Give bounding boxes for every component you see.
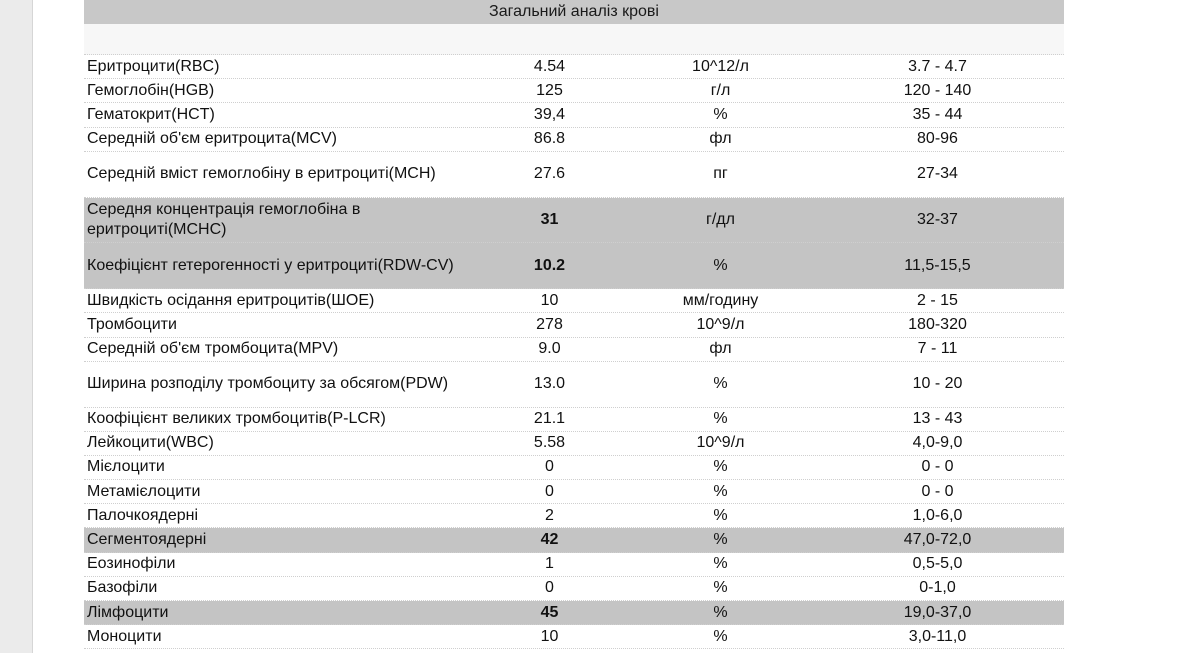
test-value: 42	[540, 531, 559, 549]
test-reference: 80-96	[917, 130, 958, 148]
test-reference: 180-320	[908, 315, 967, 333]
table-row-flagged	[84, 528, 1064, 552]
test-value: 27.6	[533, 165, 566, 183]
table-row-flagged	[84, 243, 1064, 289]
table-row	[84, 625, 1064, 649]
test-unit: %	[713, 579, 728, 597]
table-row	[84, 432, 1064, 456]
test-reference: 10 - 20	[912, 375, 963, 393]
test-unit: %	[713, 256, 728, 274]
test-reference: 4,0-9,0	[912, 434, 963, 452]
blood-test-table	[84, 0, 1064, 649]
test-name: Середня концентрація гемоглобіна в еритроциті(MCHC)	[87, 200, 361, 238]
test-name: Коофіцієнт великих тромбоцитів(P-LCR)	[87, 410, 386, 428]
test-name: Середній об'єм тромбоцита(MPV)	[87, 340, 339, 358]
table-row	[84, 55, 1064, 79]
table-row	[84, 362, 1064, 408]
test-name: Лейкоцити(WBC)	[87, 434, 214, 452]
test-unit: 10^12/л	[692, 57, 749, 75]
test-reference: 0 - 0	[921, 482, 954, 500]
test-unit: фл	[709, 130, 732, 148]
test-name: Швидкість осідання еритроцитів(ШОЕ)	[87, 291, 375, 309]
test-unit: 10^9/л	[696, 315, 745, 333]
test-name: Тромбоцити	[87, 315, 177, 333]
test-unit: %	[713, 603, 728, 621]
test-value: 1	[545, 555, 554, 573]
test-name: Гемоглобін(HGB)	[87, 81, 215, 99]
test-value: 86.8	[533, 130, 566, 148]
test-reference: 35 - 44	[912, 105, 963, 123]
table-row	[84, 338, 1064, 362]
test-reference: 2 - 15	[917, 291, 958, 309]
test-unit: г/дл	[706, 210, 735, 228]
table-title: Загальний аналіз крові	[84, 0, 1064, 24]
table-row	[84, 408, 1064, 432]
table-row	[84, 103, 1064, 127]
test-name: Палочкоядерні	[87, 506, 199, 524]
test-value: 125	[536, 81, 563, 99]
table-row	[84, 128, 1064, 152]
test-reference: 7 - 11	[917, 340, 958, 358]
test-value: 39,4	[533, 105, 566, 123]
table-row	[84, 553, 1064, 577]
table-row	[84, 577, 1064, 601]
test-reference: 47,0-72,0	[903, 531, 972, 549]
test-name: Сегментоядерні	[87, 531, 207, 549]
test-reference: 0-1,0	[919, 579, 956, 597]
test-value: 2	[545, 506, 554, 524]
test-value: 45	[540, 603, 559, 621]
test-unit: %	[713, 482, 728, 500]
table-row	[84, 504, 1064, 528]
test-unit: %	[713, 410, 728, 428]
test-value: 9.0	[538, 340, 561, 358]
test-name: Базофіли	[87, 579, 158, 597]
test-value: 0	[545, 458, 554, 476]
test-unit: %	[713, 506, 728, 524]
test-value: 21.1	[533, 410, 566, 428]
test-unit: мм/годину	[682, 291, 759, 309]
test-value: 4.54	[533, 57, 566, 75]
test-name: Мієлоцити	[87, 458, 165, 476]
table-header-spacer	[84, 24, 1064, 55]
table-row	[84, 480, 1064, 504]
test-name: Ширина розподілу тромбоциту за обсягом(PDW)	[87, 375, 449, 393]
table-row	[84, 289, 1064, 313]
test-name: Еритроцити(RBC)	[87, 57, 220, 75]
table-row	[84, 79, 1064, 103]
test-reference: 32-37	[917, 210, 958, 228]
test-reference: 0,5-5,0	[912, 555, 963, 573]
test-value: 31	[540, 210, 559, 228]
test-unit: г/л	[710, 81, 731, 99]
test-reference: 120 - 140	[903, 81, 972, 99]
test-unit: фл	[709, 340, 732, 358]
test-unit: %	[713, 531, 728, 549]
test-reference: 3,0-11,0	[908, 627, 967, 645]
test-unit: %	[713, 555, 728, 573]
page-left-edge	[0, 0, 33, 653]
test-value: 10.2	[533, 256, 566, 274]
test-name: Коефіцієнт гетерогенності у еритроциті(RDW-CV)	[87, 256, 454, 274]
table-row-flagged	[84, 198, 1064, 244]
test-value: 13.0	[533, 375, 566, 393]
test-reference: 0 - 0	[921, 458, 954, 476]
test-reference: 19,0-37,0	[903, 603, 972, 621]
test-name: Моноцити	[87, 627, 162, 645]
test-unit: %	[713, 627, 728, 645]
test-name: Гематокрит(HCT)	[87, 105, 215, 123]
test-reference: 11,5-15,5	[904, 256, 971, 274]
table-row	[84, 313, 1064, 337]
test-unit: 10^9/л	[696, 434, 745, 452]
table-row	[84, 456, 1064, 480]
test-unit: %	[713, 458, 728, 476]
test-unit: пг	[713, 165, 728, 183]
test-reference: 13 - 43	[912, 410, 963, 428]
test-reference: 3.7 - 4.7	[908, 57, 967, 75]
test-value: 0	[545, 579, 554, 597]
test-name: Лімфоцити	[87, 603, 169, 621]
test-value: 10	[540, 291, 559, 309]
test-value: 278	[536, 315, 563, 333]
test-name: Середній вміст гемоглобіну в еритроциті(MCH)	[87, 165, 436, 183]
test-value: 10	[540, 627, 559, 645]
table-row-flagged	[84, 601, 1064, 625]
test-name: Середній об'єм еритроцита(MCV)	[87, 130, 337, 148]
test-reference: 1,0-6,0	[912, 506, 963, 524]
test-reference: 27-34	[917, 165, 958, 183]
table-row	[84, 152, 1064, 198]
test-value: 5.58	[533, 434, 566, 452]
test-unit: %	[713, 105, 728, 123]
test-unit: %	[713, 375, 728, 393]
test-name: Еозинофіли	[87, 555, 176, 573]
test-value: 0	[545, 482, 554, 500]
test-name: Метамієлоцити	[87, 482, 201, 500]
